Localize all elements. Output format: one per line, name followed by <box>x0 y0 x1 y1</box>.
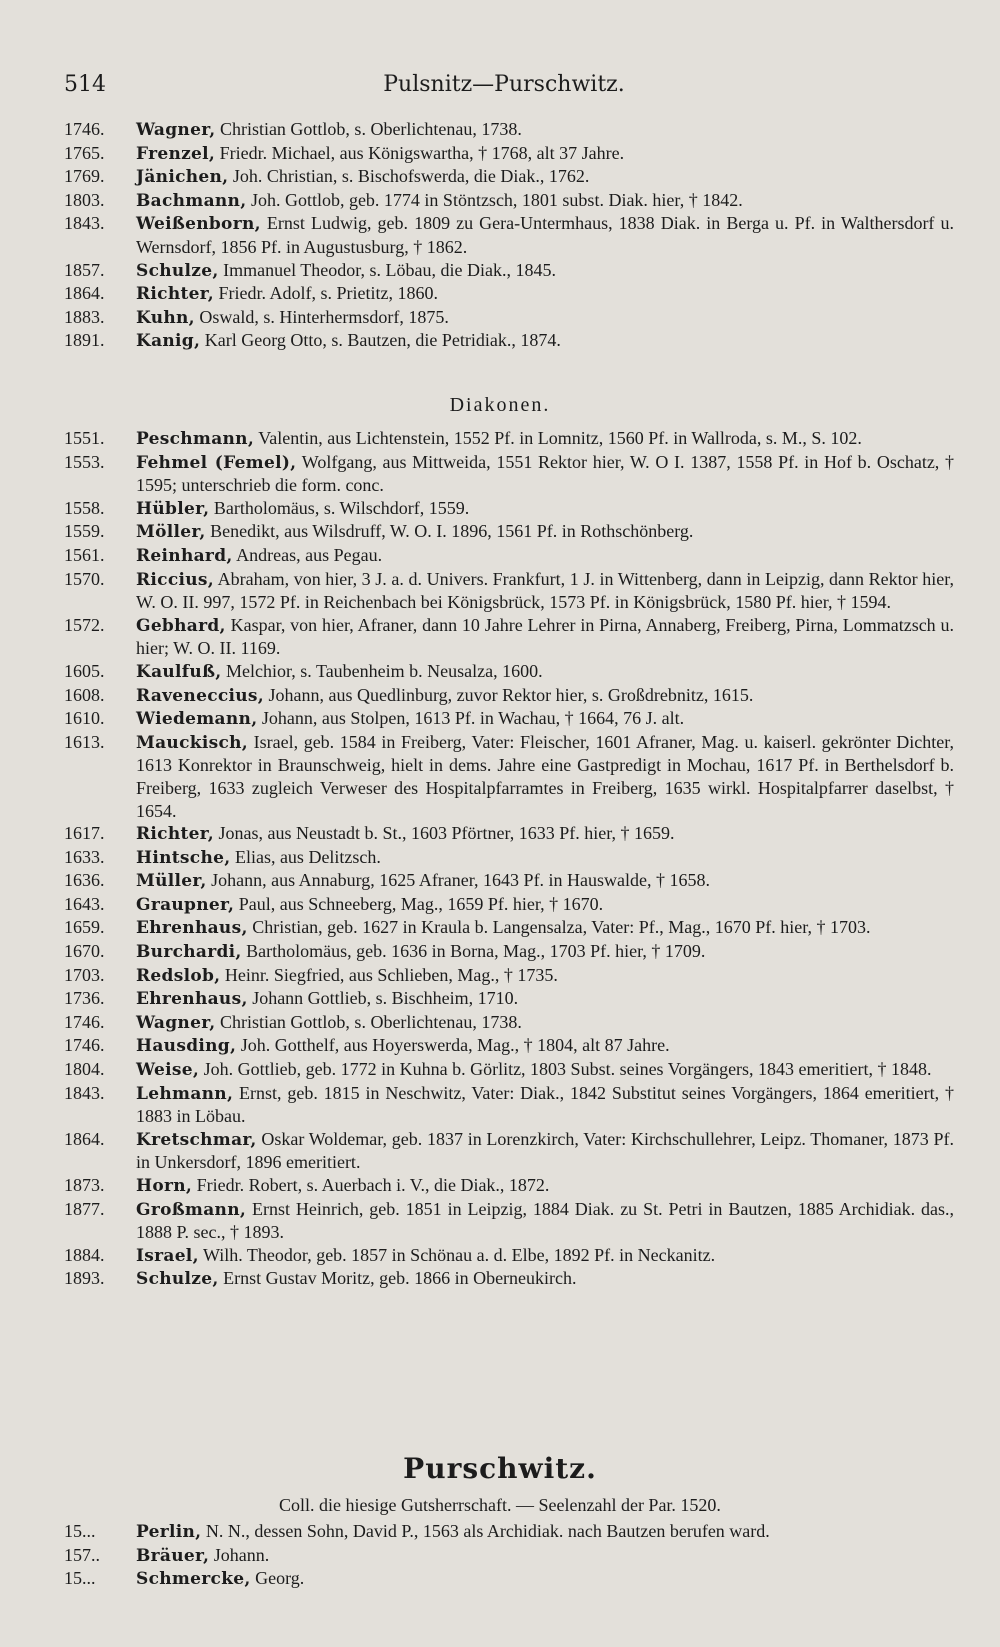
entry-body <box>136 987 954 1011</box>
entry-body <box>136 189 954 213</box>
entry-text: Johann. <box>213 1544 270 1565</box>
entry-text: Christian Gottlob, s. Oberlichtenau, 1738. <box>219 1011 522 1032</box>
list-item <box>64 731 954 822</box>
entry-year: 1736. <box>64 988 105 1009</box>
list-item <box>64 118 954 142</box>
entry-text: Bartholomäus, s. Wilschdorf, 1559. <box>213 497 470 518</box>
entry-name: Kuhn, <box>136 307 195 328</box>
diakonen-list <box>64 427 954 1291</box>
entry-text: Joh. Christian, s. Bischofswerda, die Diak., 1762. <box>232 166 590 187</box>
list-item <box>64 544 954 568</box>
entry-body <box>136 964 954 988</box>
entry-year: 1884. <box>64 1244 105 1265</box>
entry-name: Bachmann, <box>136 190 247 211</box>
entry-year: 1659. <box>64 917 105 938</box>
list-item <box>64 497 954 521</box>
entry-year: 1873. <box>64 1175 105 1195</box>
list-item <box>64 1034 954 1058</box>
entry-name: Bräuer, <box>136 1545 210 1566</box>
entry-year: 1636. <box>64 870 105 891</box>
entry-text: Christian, geb. 1627 in Kraula b. Langensalza, Vater: Pf., Mag., 1670 Pf. hier, † 1703. <box>252 917 871 938</box>
entry-name: Raveneccius, <box>136 685 265 706</box>
entry-body <box>136 916 954 940</box>
entry-text: Benedikt, aus Wilsdruff, W. O. I. 1896, 1561 Pf. in Rothschönberg. <box>210 521 694 542</box>
section-title-diakonen: Diakonen. <box>449 394 551 416</box>
entry-year: 15... <box>64 1568 96 1589</box>
entry-name: Weißenborn, <box>136 214 261 235</box>
list-item <box>64 964 954 988</box>
entry-year: 157.. <box>64 1544 100 1565</box>
entry-body <box>136 1244 954 1268</box>
entry-name: Müller, <box>136 871 207 892</box>
list-item <box>64 306 954 330</box>
entry-body <box>136 212 954 258</box>
entry-body <box>136 940 954 964</box>
entry-text: Joh. Gottlob, geb. 1774 in Stöntzsch, 1801 subst. Diak. hier, † 1842. <box>250 189 743 210</box>
list-item <box>64 282 954 306</box>
entry-text: Heinr. Siegfried, aus Schlieben, Mag., † 1735. <box>224 964 558 985</box>
entry-year: 1570. <box>64 568 105 589</box>
entry-body <box>136 1267 954 1291</box>
entry-name: Hintsche, <box>136 847 231 868</box>
entry-body <box>136 427 954 451</box>
entry-text: Johann, aus Stolpen, 1613 Pf. in Wachau, † 1664, 76 J. alt. <box>261 708 685 729</box>
entry-year: 1864. <box>64 283 105 304</box>
entry-text: Israel, geb. 1584 in Freiberg, Vater: Fleischer, 1601 Afraner, Mag. u. kaiserl. gekrönter Dichter, 1613 Konrektor in Braunschweig, hielt in dems. Jahre eine Gastpredigt in Mochau, 1617 Pf. in Berthelsdorf b. Freiberg, 1633 zugleich Verweser des Hospitalpfarramtes in Freiberg, 1635 wirkl. Hospitalpfarrer daselbst, † 1654. <box>136 731 955 821</box>
list-item <box>64 329 954 353</box>
entry-body <box>136 497 954 521</box>
pastors-list <box>64 118 954 353</box>
list-item <box>64 1198 954 1244</box>
entry-name: Peschmann, <box>136 429 255 449</box>
list-item <box>64 707 954 731</box>
entry-text: Joh. Gottlieb, geb. 1772 in Kuhna b. Görlitz, 1803 Subst. seines Vorgängers, 1843 emeritiert, † 1848. <box>203 1059 932 1080</box>
entry-year: 1670. <box>64 941 105 962</box>
entry-text: Andreas, aus Pegau. <box>236 544 383 565</box>
entry-name: Großmann, <box>136 1199 247 1220</box>
list-item <box>64 1244 954 1268</box>
entry-text: Friedr. Robert, s. Auerbach i. V., die Diak., 1872. <box>196 1175 550 1195</box>
entry-text: Melchior, s. Taubenheim b. Neusalza, 1600. <box>226 660 543 681</box>
entry-year: 1891. <box>64 330 105 351</box>
entry-body <box>136 1544 954 1568</box>
entry-name: Wagner, <box>136 1012 216 1033</box>
entry-name: Gebhard, <box>136 615 226 636</box>
entry-year: 1843. <box>64 213 105 234</box>
list-item <box>64 660 954 684</box>
entry-name: Frenzel, <box>136 143 216 164</box>
list-item <box>64 940 954 964</box>
entry-year: 1613. <box>64 731 105 752</box>
list-item <box>64 189 954 213</box>
section-title-purschwitz: Purschwitz. <box>403 1452 597 1485</box>
list-item <box>64 1544 954 1568</box>
entry-text: Wolfgang, aus Mittweida, 1551 Rektor hier, W. O I. 1387, 1558 Pf. in Hof b. Oschatz, † 1595; unterschrieb die form. conc. <box>136 451 954 496</box>
entry-name: Redslob, <box>136 965 221 986</box>
entry-text: Oskar Woldemar, geb. 1837 in Lorenzkirch, Vater: Kirchschullehrer, Leipz. Thomaner, 1873 Pf. in Unkersdorf, 1896 emeritiert. <box>136 1128 955 1173</box>
entry-name: Perlin, <box>136 1522 202 1542</box>
entry-year: 1877. <box>64 1198 105 1219</box>
entry-year: 1605. <box>64 660 105 681</box>
entry-text: Bartholomäus, geb. 1636 in Borna, Mag., 1703 Pf. hier, † 1709. <box>246 941 706 962</box>
purschwitz-list <box>64 1520 954 1591</box>
list-item <box>64 893 954 917</box>
entry-year: 1746. <box>64 1011 105 1032</box>
list-item <box>64 1011 954 1035</box>
entry-body <box>136 568 954 614</box>
entry-name: Burchardi, <box>136 942 242 963</box>
entry-name: Kretschmar, <box>136 1129 257 1150</box>
list-item <box>64 1128 954 1174</box>
entry-body <box>136 1011 954 1035</box>
entry-body <box>136 1058 954 1082</box>
entry-year: 1804. <box>64 1059 105 1080</box>
entry-text: Johann, aus Quedlinburg, zuvor Rektor hier, s. Großdrebnitz, 1615. <box>268 684 754 705</box>
entry-body <box>136 1567 954 1591</box>
entry-year: 15... <box>64 1521 96 1541</box>
entry-body <box>136 1174 954 1198</box>
collator-line: Coll. die hiesige Gutsherrschaft. — Seelenzahl der Par. 1520. <box>279 1495 721 1515</box>
entry-text: Immanuel Theodor, s. Löbau, die Diak., 1845. <box>223 259 556 280</box>
entry-body <box>136 520 954 544</box>
list-item <box>64 520 954 544</box>
entry-body <box>136 306 954 330</box>
entry-year: 1803. <box>64 189 105 210</box>
entry-text: Abraham, von hier, 3 J. a. d. Univers. Frankfurt, 1 J. in Wittenberg, dann in Leipzig, dann Rektor hier, W. O. II. 997, 1572 Pf. in Reichenbach bei Königsbrück, 1573 Pf. in Königsbrück, 1580 Pf. hier, † 1594. <box>136 568 955 613</box>
entry-text: Jonas, aus Neustadt b. St., 1603 Pförtner, 1633 Pf. hier, † 1659. <box>218 823 675 844</box>
entry-text: Ernst Ludwig, geb. 1809 zu Gera-Untermhaus, 1838 Diak. in Berga u. Pf. in Walthersdorf u. Wernsdorf, 1856 Pf. in Augustusburg, † 1862. <box>136 213 954 257</box>
entry-year: 1864. <box>64 1128 105 1149</box>
list-item <box>64 142 954 166</box>
list-item <box>64 1174 954 1198</box>
list-item <box>64 987 954 1011</box>
entry-body <box>136 451 954 497</box>
entry-name: Mauckisch, <box>136 732 248 753</box>
entry-body <box>136 1082 954 1128</box>
entry-text: Wilh. Theodor, geb. 1857 in Schönau a. d. Elbe, 1892 Pf. in Neckanitz. <box>202 1244 716 1265</box>
entry-name: Ehrenhaus, <box>136 918 248 939</box>
list-item <box>64 916 954 940</box>
entry-text: Johann, aus Annaburg, 1625 Afraner, 1643 Pf. in Hauswalde, † 1658. <box>211 870 711 891</box>
entry-name: Weise, <box>136 1060 200 1081</box>
entry-name: Kaulfuß, <box>136 661 222 682</box>
list-item <box>64 869 954 893</box>
entry-body <box>136 614 954 660</box>
entry-body <box>136 822 954 846</box>
entry-year: 1843. <box>64 1082 105 1103</box>
entry-year: 1746. <box>64 119 105 139</box>
entry-name: Wagner, <box>136 120 216 140</box>
entry-body <box>136 544 954 568</box>
entry-name: Kanig, <box>136 331 201 352</box>
list-item <box>64 614 954 660</box>
entry-text: Paul, aus Schneeberg, Mag., 1659 Pf. hier, † 1670. <box>238 893 604 914</box>
entry-body <box>136 329 954 353</box>
entry-body <box>136 259 954 283</box>
page-header <box>64 72 944 112</box>
entry-year: 1883. <box>64 306 105 327</box>
entry-text: Joh. Gotthelf, aus Hoyerswerda, Mag., † 1804, alt 87 Jahre. <box>240 1035 670 1056</box>
list-item <box>64 1267 954 1291</box>
entry-body <box>136 684 954 708</box>
list-item <box>64 212 954 258</box>
entry-text: Friedr. Adolf, s. Prietitz, 1860. <box>218 283 439 304</box>
entry-year: 1633. <box>64 846 105 867</box>
entry-body <box>136 165 954 189</box>
entry-body <box>136 282 954 306</box>
entry-body <box>136 118 954 142</box>
entry-body <box>136 846 954 870</box>
entry-body <box>136 1034 954 1058</box>
entry-year: 1558. <box>64 497 105 518</box>
list-item <box>64 165 954 189</box>
entry-year: 1643. <box>64 893 105 914</box>
entry-name: Wiedemann, <box>136 709 258 730</box>
list-item <box>64 1520 954 1544</box>
entry-body <box>136 1128 954 1174</box>
entry-name: Israel, <box>136 1245 199 1266</box>
entry-name: Graupner, <box>136 894 235 915</box>
entry-name: Schulze, <box>136 1269 219 1290</box>
entry-name: Reinhard, <box>136 545 233 566</box>
entry-text: Friedr. Michael, aus Königswartha, † 1768, alt 37 Jahre. <box>219 142 625 163</box>
entry-year: 1893. <box>64 1268 105 1289</box>
list-item <box>64 846 954 870</box>
entry-body <box>136 142 954 166</box>
entry-year: 1561. <box>64 544 105 565</box>
entry-text: Ernst, geb. 1815 in Neschwitz, Vater: Diak., 1842 Substitut seines Vorgängers, 1864 emeritiert, † 1883 in Löbau. <box>136 1082 954 1127</box>
page-number: 514 <box>64 72 106 97</box>
list-item <box>64 568 954 614</box>
entry-year: 1746. <box>64 1035 105 1056</box>
list-item <box>64 259 954 283</box>
entry-text: Kaspar, von hier, Afraner, dann 10 Jahre Lehrer in Pirna, Annaberg, Freiberg, Pirna, Lommatzsch u. hier; W. O. II. 1169. <box>136 614 955 659</box>
entry-name: Hausding, <box>136 1036 237 1057</box>
entry-name: Riccius, <box>136 569 214 590</box>
running-title: Pulsnitz—Purschwitz. <box>383 72 625 97</box>
entry-year: 1769. <box>64 166 105 187</box>
entry-name: Richter, <box>136 824 215 845</box>
entry-year: 1559. <box>64 521 105 542</box>
entry-name: Fehmel (Femel), <box>136 452 297 473</box>
entry-name: Ehrenhaus, <box>136 989 248 1010</box>
entry-text: Elias, aus Delitzsch. <box>234 846 381 867</box>
entry-name: Horn, <box>136 1176 193 1196</box>
entry-name: Jänichen, <box>136 167 229 188</box>
entry-body <box>136 731 954 822</box>
entry-text: Christian Gottlob, s. Oberlichtenau, 1738. <box>219 119 522 139</box>
entry-body <box>136 1198 954 1244</box>
entry-year: 1553. <box>64 451 105 472</box>
entry-year: 1551. <box>64 428 105 448</box>
entry-body <box>136 707 954 731</box>
list-item <box>64 684 954 708</box>
entry-name: Richter, <box>136 284 215 305</box>
entry-text: Ernst Heinrich, geb. 1851 in Leipzig, 1884 Diak. zu St. Petri in Bautzen, 1885 Archidiak. das., 1888 P. sec., † 1893. <box>136 1198 955 1243</box>
entry-name: Möller, <box>136 522 206 543</box>
entry-name: Lehmann, <box>136 1083 234 1104</box>
entry-body <box>136 869 954 893</box>
entry-year: 1703. <box>64 964 105 985</box>
entry-year: 1765. <box>64 142 105 163</box>
entry-name: Schulze, <box>136 260 219 281</box>
entry-body <box>136 1520 954 1544</box>
entry-text: N. N., dessen Sohn, David P., 1563 als Archidiak. nach Bautzen berufen ward. <box>205 1521 770 1541</box>
list-item <box>64 822 954 846</box>
entry-year: 1572. <box>64 614 105 635</box>
entry-name: Schmercke, <box>136 1569 251 1590</box>
entry-text: Ernst Gustav Moritz, geb. 1866 in Oberneukirch. <box>223 1268 577 1289</box>
entry-year: 1608. <box>64 684 105 705</box>
list-item <box>64 427 954 451</box>
entry-year: 1857. <box>64 259 105 280</box>
entry-text: Johann Gottlieb, s. Bischheim, 1710. <box>252 988 519 1009</box>
entry-year: 1610. <box>64 708 105 729</box>
entry-body <box>136 893 954 917</box>
entry-name: Hübler, <box>136 498 210 519</box>
list-item <box>64 1567 954 1591</box>
list-item <box>64 451 954 497</box>
entry-text: Karl Georg Otto, s. Bautzen, die Petridiak., 1874. <box>204 330 561 351</box>
list-item <box>64 1058 954 1082</box>
entry-text: Valentin, aus Lichtenstein, 1552 Pf. in Lomnitz, 1560 Pf. in Wallroda, s. M., S. 102. <box>258 428 862 448</box>
entry-text: Georg. <box>255 1568 305 1589</box>
entry-year: 1617. <box>64 823 105 844</box>
entry-text: Oswald, s. Hinterhermsdorf, 1875. <box>199 306 449 327</box>
entry-body <box>136 660 954 684</box>
list-item <box>64 1082 954 1128</box>
